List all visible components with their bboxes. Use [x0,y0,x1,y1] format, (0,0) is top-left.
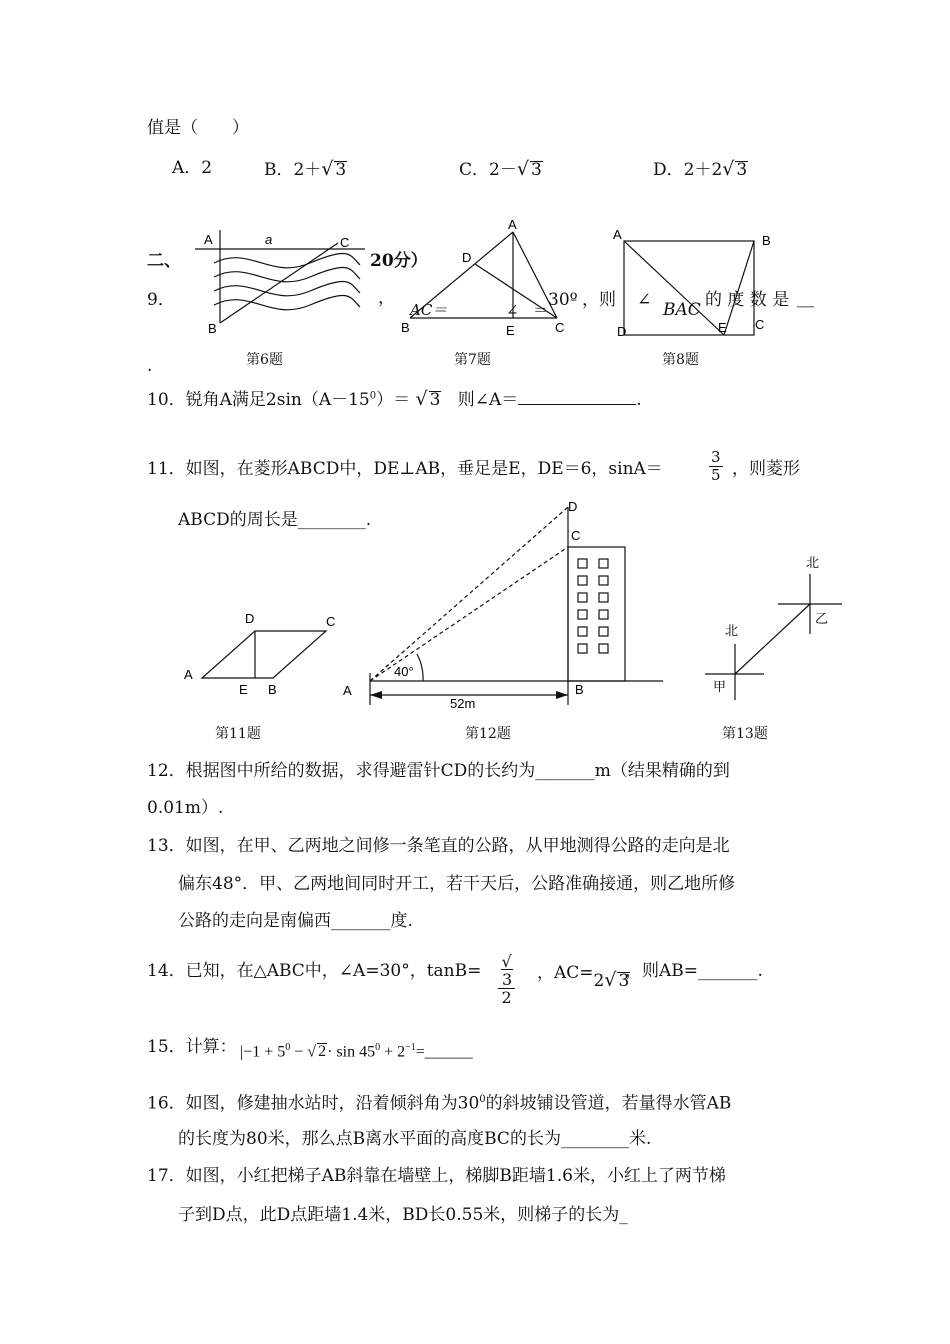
fig12-distance: 52m [450,696,476,710]
fig6-label-small-a: a [265,232,273,247]
q9-num: 9． [147,290,175,310]
q9-then: ，则 [582,290,616,310]
option-b: B．2＋√ 3 [264,158,347,180]
fig7-label-e: E [506,323,515,338]
figure-13 [700,550,850,700]
q14-fraction: √ 3 2 [498,953,515,1007]
q17-line2: 子到D点，此D点距墙1.4米，BD长0.55米，则梯子的长为_ [178,1205,628,1225]
q9-bac: BAC [663,300,701,320]
fig6-label-b: B [208,321,217,335]
fig13-label-north2: 北 [806,555,820,570]
figure-6 [190,225,370,335]
q14-ac: ，AC=2√ 3 [537,963,630,991]
fig8-label-c: C [755,317,765,332]
q9-tail: 的 度 数 是 [705,290,790,310]
fig12-caption: 第12题 [465,726,511,742]
fig6-label-a: A [204,232,213,247]
fig11-label-d: D [245,611,255,626]
q12-line1: 12．根据图中所给的数据，求得避雷针CD的长约为_______m（结果精确的到 [147,761,730,781]
fig13-label-north1: 北 [725,623,739,638]
section2-lead: 二、 [147,251,181,271]
fig11-label-e: E [239,682,248,697]
figure-12 [335,495,665,710]
q13-line2: 偏东48°．甲、乙两地间同时开工，若干天后，公路准确接通，则乙地所修 [178,874,736,894]
q9-ac: AC＝ [410,301,448,319]
fig6-label-c: C [340,235,350,250]
fig13-label-yi: 乙 [815,611,829,626]
fig11-label-c: C [326,614,336,629]
q9-degree: 30º [548,290,578,310]
fig7-label-a: A [508,217,517,232]
q11-line1: 11．如图，在菱形ABCD中，DE⊥AB，垂足是E，DE＝6，sinA＝ [147,459,663,479]
section2-tail: 20分） [370,251,428,271]
q11-line2: ABCD的周长是________. [178,510,372,530]
fig12-label-c: C [571,528,581,543]
fig13-label-jia: 甲 [713,679,727,694]
fig7-caption: 第7题 [454,352,491,368]
fig12-angle: 40° [394,664,414,679]
q9-eq: ＝ [533,301,549,319]
option-a: A．2 [172,158,213,178]
q17-line1: 17．如图，小红把梯子AB斜靠在墙壁上，梯脚B距墙1.6米，小红上了两节梯 [147,1166,726,1186]
q11-fraction: $\frac{3}{5}$ [711,448,721,484]
fig8-label-d: D [617,324,627,339]
option-c: C．2－√ 3 [459,158,542,180]
fig13-caption: 第13题 [722,726,768,742]
fig8-label-b: B [762,233,771,248]
fig8-caption: 第8题 [662,352,699,368]
q15-expression: $|-1 + 5^0$ − √ $2\cdot \sin 45^0$ + $2^{-1}=\_\_\_\_\_\_$ [240,1042,473,1061]
fig8-label-a: A [613,227,622,242]
q13-line1: 13．如图，在甲、乙两地之间修一条笔直的公路，从甲地测得公路的走向是北 [147,836,730,856]
q9-angle-sym: ∠ [506,301,519,319]
q14-tail: ，则AB=_______. [625,961,763,981]
figure-7 [395,215,580,340]
fig7-label-c: C [555,320,565,335]
fig12-label-b: B [575,682,584,697]
fig12-label-d: D [568,499,578,514]
q16-line2: 的长度为80米，那么点B离水平面的高度BC的长为________米. [178,1129,652,1149]
q11-tail: ，则菱形 [732,459,800,479]
q10: 10．锐角A满足$2\sin(A-15^0)=$ √ 3 则∠A＝ . [147,388,642,410]
q12-line2: 0.01m）. [147,798,224,818]
fig7-label-d: D [462,250,472,265]
q8-tail: 值是（ ） [147,118,249,138]
figure-8 [608,222,783,342]
q15-label: 15．计算： [147,1037,237,1057]
figure-11 [180,608,345,703]
fig11-label-b: B [268,682,277,697]
fig12-label-a: A [343,683,352,698]
q13-line3: 公路的走向是南偏西_______度. [178,911,413,931]
fig11-caption: 第11题 [215,726,261,742]
q9-angle2: ∠ [637,290,652,310]
q9-period: . [147,356,153,376]
fig11-label-a: A [184,667,193,682]
fig7-label-b: B [401,320,410,335]
q9-comma: ， [378,288,395,308]
q14-line: 14．已知，在△ABC中，∠A=30°，tanB= [147,961,482,981]
q9-blank: ＿ [797,290,814,310]
q16-line1: 16．如图，修建抽水站时，沿着倾斜角为$30^0$的斜坡铺设管道，若量得水管AB [147,1093,732,1114]
fig8-label-e: E [718,320,727,335]
fig6-caption: 第6题 [246,352,283,368]
option-d: D．2＋2√ 3 [653,158,748,180]
